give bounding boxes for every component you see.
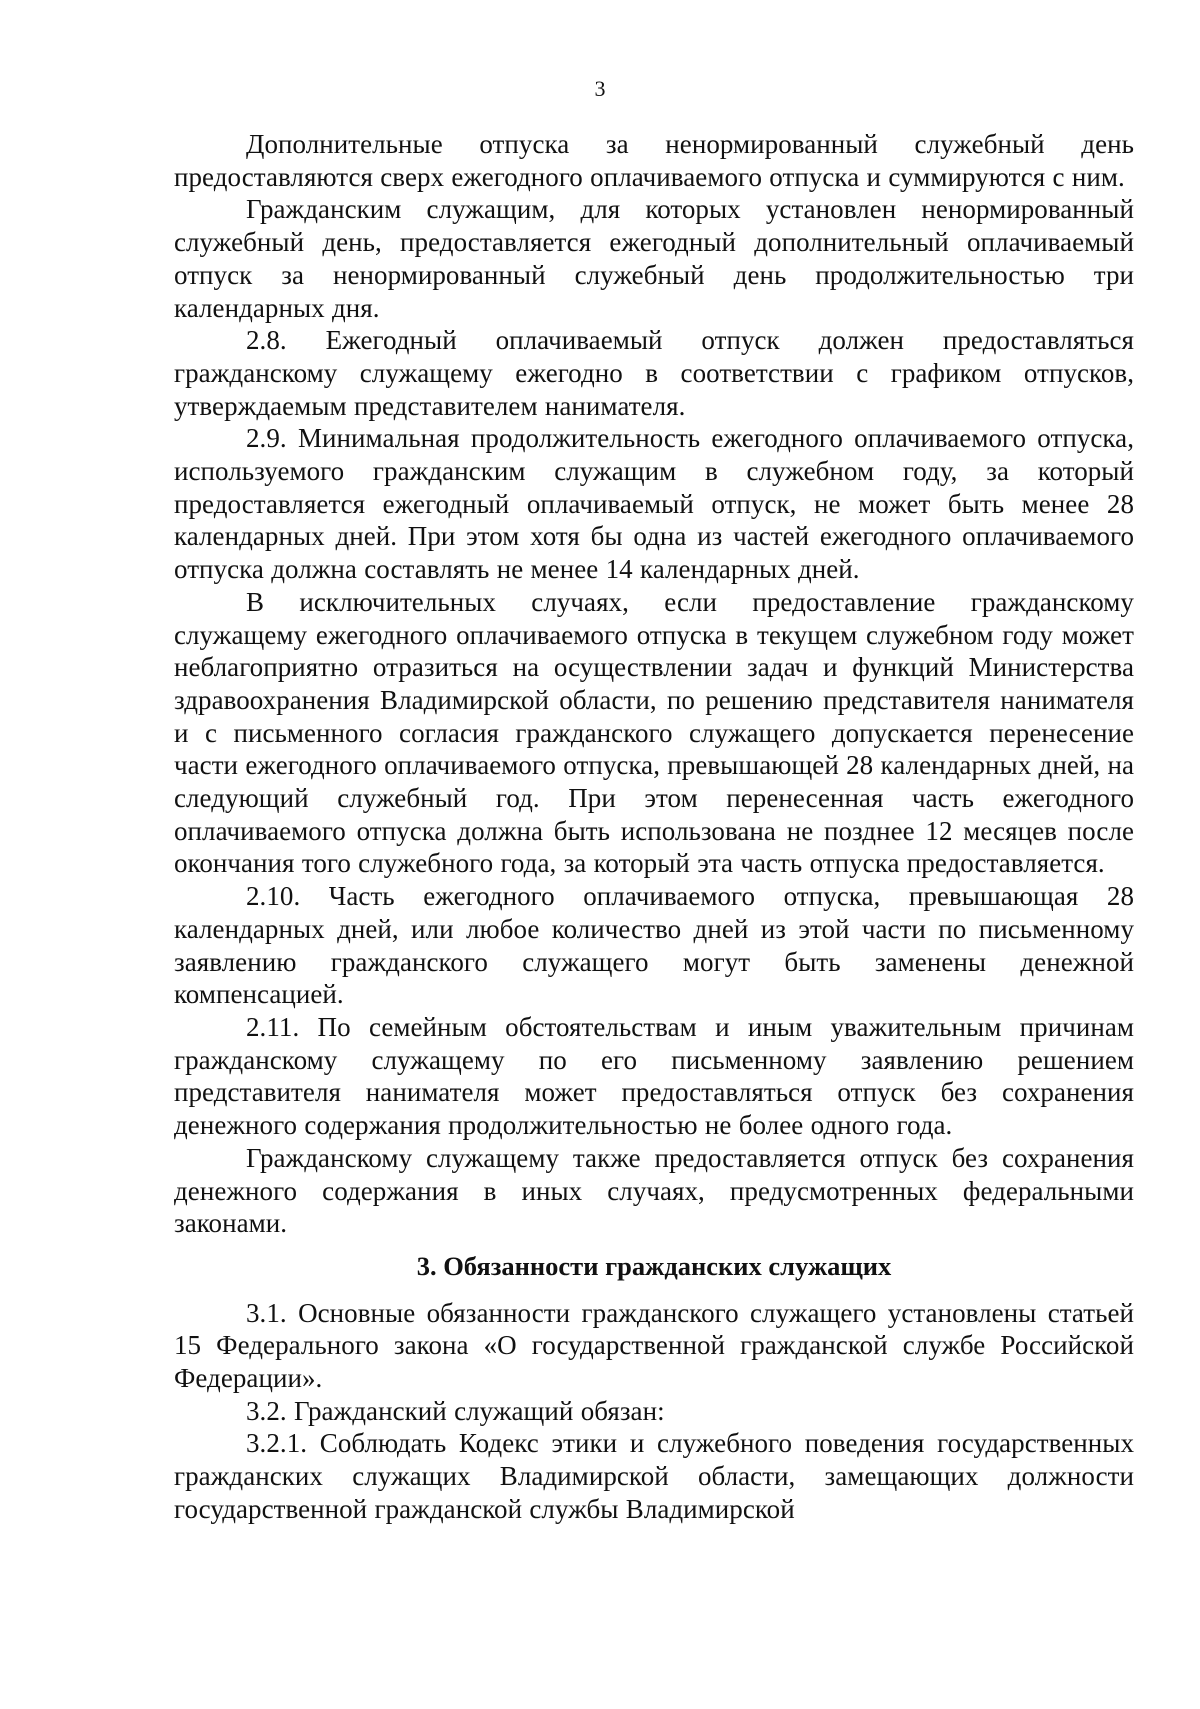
paragraph-additional-leave: Дополнительные отпуска за ненормированный служебный день предоставляются сверх ежегодного оплачиваемого отпуска и суммируются с ним. <box>174 129 1134 192</box>
paragraph-3-1: 3.1. Основные обязанности гражданского служащего установлены статьей 15 Федерального закона «О государственной гражданской службе Российской Федерации». <box>174 1297 1134 1394</box>
paragraph-exceptional-cases: В исключительных случаях, если предоставление гражданскому служащему ежегодного оплачиваемого отпуска в текущем служебном году может неблагоприятно отразиться на осуществлении задач и функций Министерства здравоохранения Владимирской области, по решению представителя нанимателя и с письменного согласия гражданского служащего допускается перенесение части ежегодного оплачиваемого отпуска, превышающей 28 календарных дней, на следующий служебный год. При этом перенесенная часть ежегодного оплачиваемого отпуска должна быть использована не позднее 12 месяцев после окончания того служебного года, за который эта часть отпуска предоставляется. <box>174 586 1134 879</box>
page-number: 3 <box>594 76 606 101</box>
paragraph-2-10: 2.10. Часть ежегодного оплачиваемого отпуска, превышающая 28 календарных дней, или любое количество дней из этой части по письменному заявлению гражданского служащего могут быть заменены денежной компенсацией. <box>174 881 1134 1010</box>
paragraph-2-11: 2.11. По семейным обстоятельствам и иным уважительным причинам гражданскому служащему по его письменному заявлению решением представителя нанимателя может предоставляться отпуск без сохранения денежного содержания продолжительностью не более одного года. <box>174 1011 1134 1141</box>
paragraph-2-8: 2.8. Ежегодный оплачиваемый отпуск должен предоставляться гражданскому служащему ежегодно в соответствии с графиком отпусков, утверждаемым представителем нанимателя. <box>174 325 1134 421</box>
paragraph-unpaid-leave: Гражданскому служащему также предоставляется отпуск без сохранения денежного содержания в иных случаях, предусмотренных федеральными законами. <box>174 1142 1134 1239</box>
section-heading: 3. Обязанности гражданских служащих <box>416 1250 892 1281</box>
paragraph-irregular-day-leave: Гражданским служащим, для которых установлен ненормированный служебный день, предоставляется ежегодный дополнительный оплачиваемый отпуск за ненормированный служебный день продолжительностью три календарных дня. <box>174 194 1134 323</box>
paragraph-3-2-1: 3.2.1. Соблюдать Кодекс этики и служебного поведения государственных гражданских служащих Владимирской области, замещающих должности государственной гражданской службы Владимирской <box>174 1428 1134 1524</box>
paragraph-2-9: 2.9. Минимальная продолжительность ежегодного оплачиваемого отпуска, используемого гражданским служащим в служебном году, за который предоставляется ежегодный оплачиваемый отпуск, не может быть менее 28 календарных дней. При этом хотя бы одна из частей ежегодного оплачиваемого отпуска должна составлять не менее 14 календарных дней. <box>174 423 1134 585</box>
paragraph-3-2: 3.2. Гражданский служащий обязан: <box>246 1395 665 1426</box>
document-body <box>174 128 1134 1526</box>
